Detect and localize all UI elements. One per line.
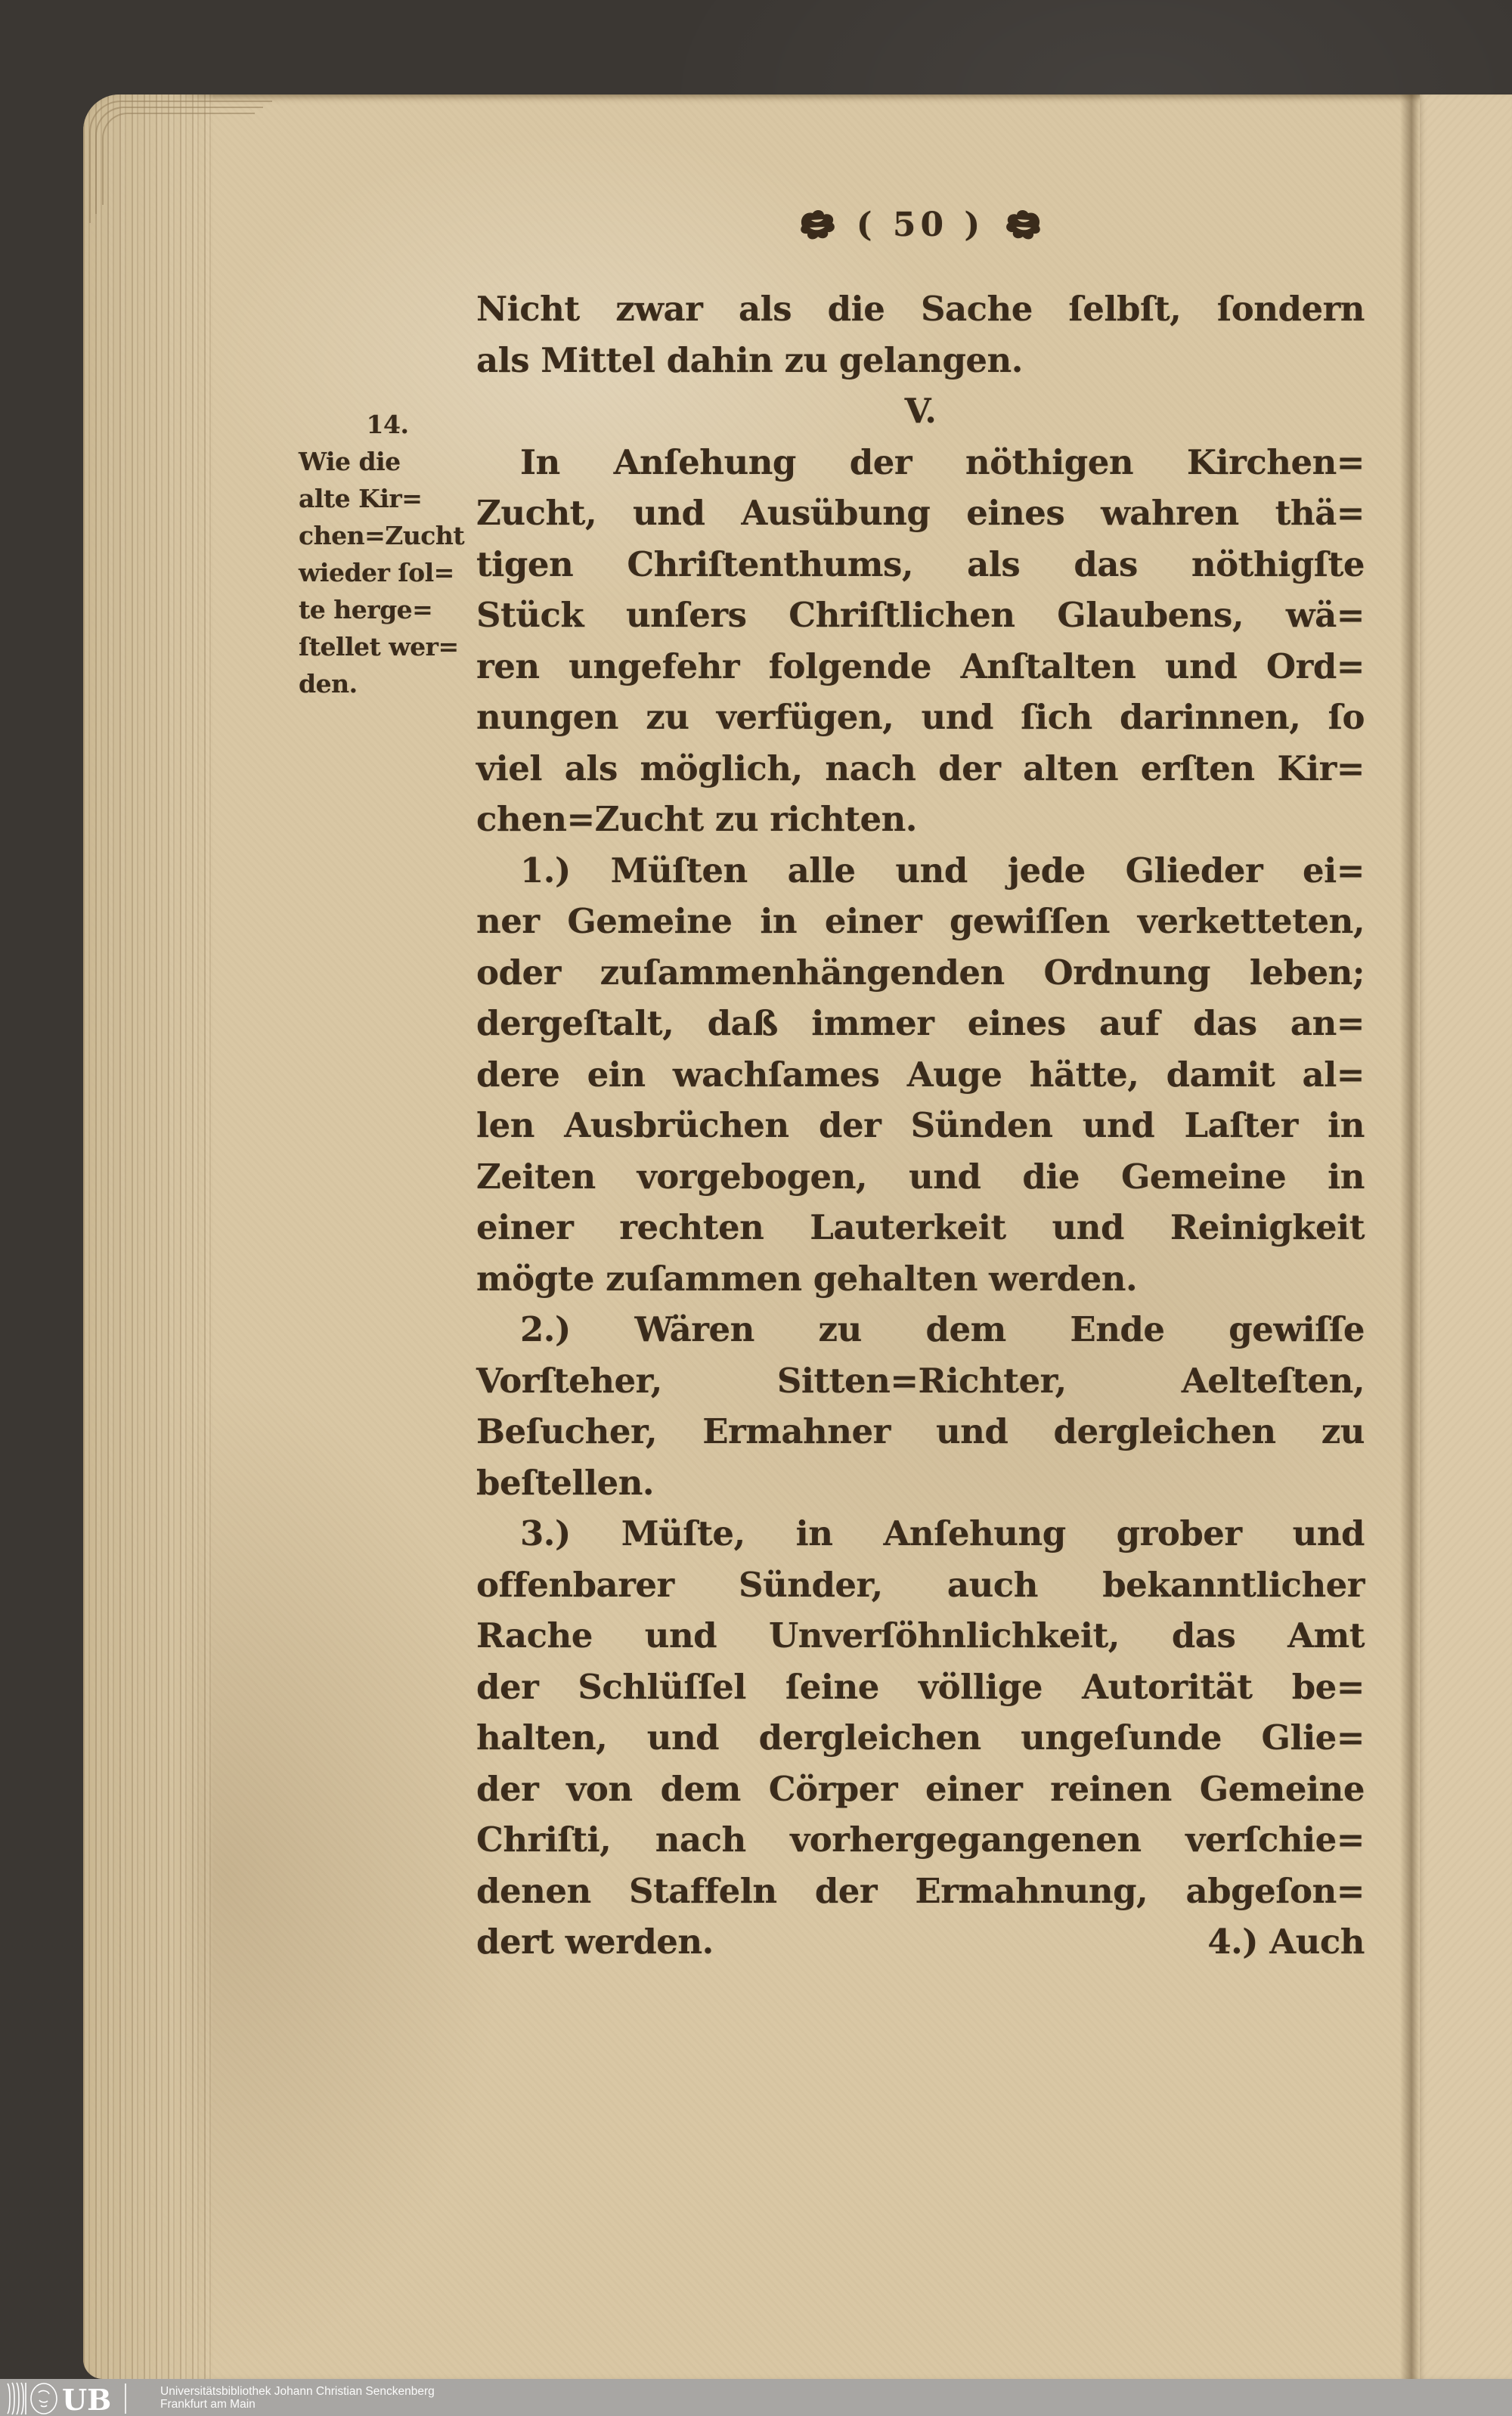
text-line: nungen zu verfügen, und ſich darinnen, ſo <box>476 697 1365 737</box>
body-text-column <box>476 283 1365 1968</box>
text-line: oder zuſammenhängenden Ordnung leben; <box>476 952 1365 993</box>
facing-page-edge <box>1420 94 1512 2379</box>
library-name-block <box>160 2385 435 2411</box>
text-line: chen=Zucht zu richten. <box>476 799 917 839</box>
text-line: mögte zuſammen gehalten werden. <box>476 1258 1138 1299</box>
text-line: der von dem Cörper einer reinen Gemeine <box>476 1768 1365 1809</box>
margin-note-line: alte Kir= <box>299 484 423 513</box>
library-footer-bar <box>0 2379 1512 2416</box>
text-line: Zeiten vorgebogen, und die Gemeine in <box>476 1156 1365 1197</box>
margin-note-line: te herge= <box>299 595 433 624</box>
section-heading: V. <box>904 391 937 431</box>
text-line: ner Gemeine in einer gewiſſen verketteten, <box>476 901 1365 941</box>
ub-logo-text: UB <box>62 2382 112 2415</box>
text-line: ren ungefehr folgende Anſtalten und Ord= <box>476 646 1365 686</box>
text-line: Stück unſers Chriſtlichen Glaubens, wä= <box>476 595 1365 635</box>
margin-note-line: den. <box>299 669 358 698</box>
text-line: Chriſti, nach vorhergegangenen verſchie= <box>476 1820 1365 1860</box>
text-line: offenbarer Sünder, auch bekanntlicher <box>476 1564 1365 1605</box>
text-line: halten, und dergleichen ungeſunde Glie= <box>476 1718 1365 1758</box>
margin-note-number: 14. <box>366 410 409 439</box>
margin-note-line: wieder ſol= <box>299 558 454 587</box>
corner-leaf-line <box>102 113 255 205</box>
text-line: tigen Chriſtenthums, als das nöthigſte <box>476 544 1365 584</box>
text-line: der Schlüſſel ſeine völlige Autorität be= <box>476 1666 1365 1707</box>
margin-note-line: chen=Zucht <box>299 521 465 550</box>
catchword: 4.) Auch <box>1207 1922 1365 1962</box>
library-name: Universitätsbibliothek Johann Christian Senckenberg <box>160 2384 435 2398</box>
text-line: einer rechten Lauterkeit und Reinigkeit <box>476 1207 1365 1247</box>
text-line-with-catchword <box>476 1916 1365 1968</box>
book-gutter-fold <box>1400 94 1420 2379</box>
text-line: viel als möglich, nach der alten erſten Kir= <box>476 748 1365 788</box>
text-line: dere ein wachſames Auge hätte, damit al= <box>476 1054 1365 1095</box>
text-line: Zucht, und Ausübung eines wahren thä= <box>476 493 1365 533</box>
fleuron-left-icon <box>798 208 837 241</box>
text-line: dergeſtalt, daß immer eines auf das an= <box>476 1003 1365 1043</box>
text-line: Beſucher, Ermahner und dergleichen zu <box>476 1411 1365 1451</box>
text-line: 2.) Wären zu dem Ende gewiſſe <box>520 1309 1365 1349</box>
ub-library-logo <box>5 2382 153 2415</box>
text-line: Vorſteher, Sitten=Richter, Aelteſten, <box>476 1360 1365 1401</box>
margin-note <box>299 406 476 702</box>
text-line: Nicht zwar als die Sache ſelbſt, ſondern <box>476 289 1365 329</box>
page-edge-leaves <box>83 94 213 2379</box>
text-line: 1.) Müſten alle und jede Glieder ei= <box>520 850 1365 891</box>
running-head <box>476 194 1365 255</box>
book-page-scan <box>83 94 1512 2379</box>
margin-note-line: ſtellet wer= <box>299 632 459 661</box>
text-line: als Mittel dahin zu gelangen. <box>476 339 1023 380</box>
page-number: ( 50 ) <box>856 205 985 244</box>
text-line: denen Staffeln der Ermahnung, abgeſon= <box>476 1870 1365 1911</box>
text-line: len Ausbrüchen der Sünden und Laſter in <box>476 1105 1365 1145</box>
text-line: Rache und Unverſöhnlichkeit, das Amt <box>476 1615 1365 1656</box>
margin-note-line: Wie die <box>299 447 401 476</box>
text-line: beſtellen. <box>476 1462 655 1503</box>
text-line: 3.) Müſte, in Anſehung grober und <box>520 1513 1365 1553</box>
fleuron-right-icon <box>1004 208 1043 241</box>
library-city: Frankfurt am Main <box>160 2397 256 2411</box>
text-line: In Anſehung der nöthigen Kirchen= <box>520 441 1365 482</box>
text-line: dert werden. <box>476 1922 714 1962</box>
